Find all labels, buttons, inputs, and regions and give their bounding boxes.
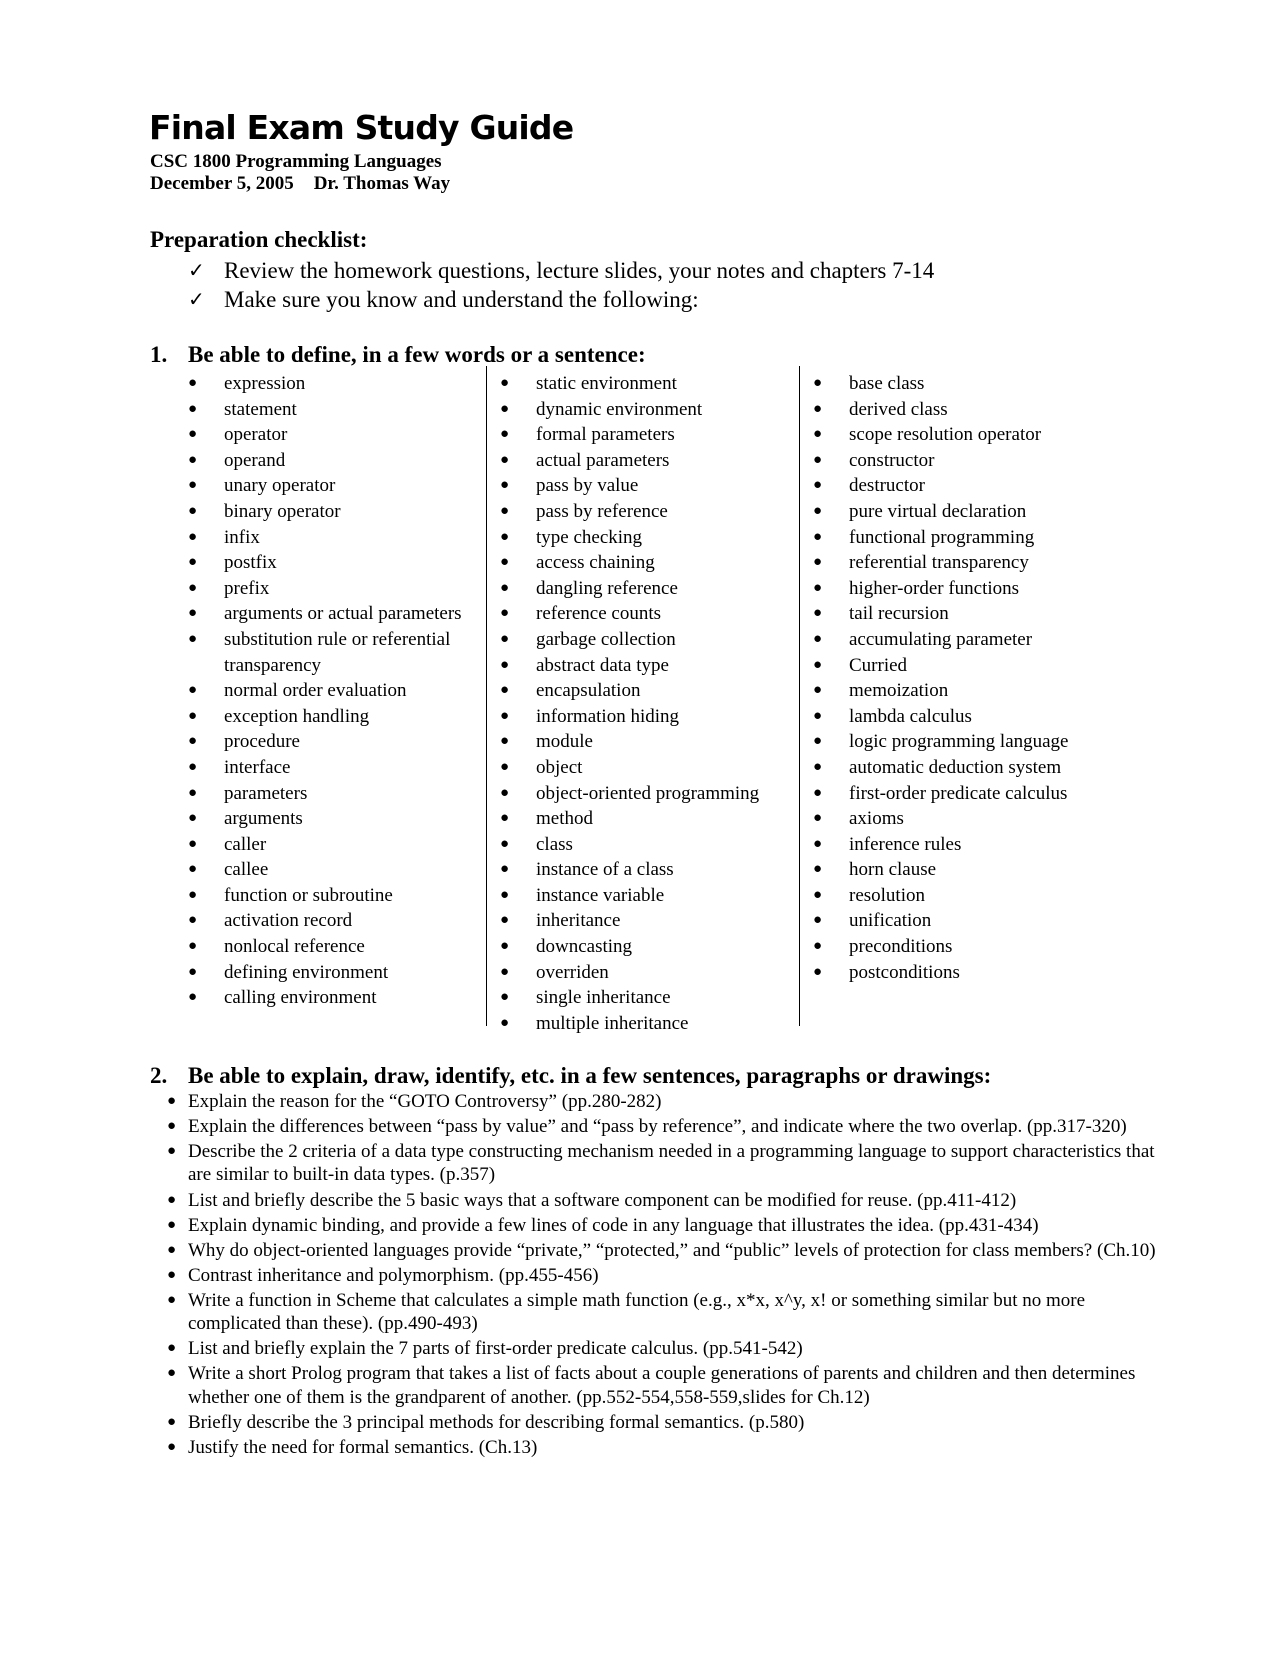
term-item <box>492 448 792 474</box>
document-date: December 5, 2005 <box>150 173 294 194</box>
bullet-icon: ● <box>188 707 198 724</box>
term-text: single inheritance <box>536 987 671 1009</box>
bullet-icon: ● <box>500 733 510 750</box>
term-text: pass by reference <box>536 500 668 522</box>
term-text: object-oriented programming <box>536 782 760 804</box>
terms-column-1 <box>180 371 480 1011</box>
term-item <box>180 857 480 883</box>
checklist-item <box>188 256 934 285</box>
explain-item-text: Contrast inheritance and polymorphism. (pp.455-456) <box>188 1264 599 1286</box>
explain-item <box>167 1115 1167 1138</box>
bullet-icon: ● <box>167 1413 177 1430</box>
bullet-icon: ● <box>167 1143 177 1160</box>
term-item <box>492 473 792 499</box>
term-text: instance variable <box>536 884 665 906</box>
term-item <box>805 627 1105 653</box>
term-item <box>180 627 480 678</box>
bullet-icon: ● <box>188 528 198 545</box>
explain-item <box>167 1140 1167 1187</box>
bullet-icon: ● <box>188 451 198 468</box>
section-title: Be able to define, in a few words or a sentence: <box>188 342 646 367</box>
explain-item-text: Explain the differences between “pass by value” and “pass by reference”, and indicate where the two overlap. (pp.317-320) <box>188 1116 1127 1138</box>
bullet-icon: ● <box>500 861 510 878</box>
term-text: pure virtual declaration <box>849 500 1027 522</box>
bullet-icon: ● <box>188 912 198 929</box>
bullet-icon: ● <box>813 886 823 903</box>
term-text: unification <box>849 910 932 932</box>
bullet-icon: ● <box>813 528 823 545</box>
section-number: 1. <box>150 342 168 367</box>
term-text: object <box>536 756 583 778</box>
term-text: substitution rule or referential transparency <box>224 628 451 676</box>
term-item <box>805 883 1105 909</box>
term-item <box>492 704 792 730</box>
bullet-icon: ● <box>813 656 823 673</box>
term-text: callee <box>224 859 269 881</box>
bullet-icon: ● <box>188 758 198 775</box>
explain-item-text: List and briefly explain the 7 parts of first-order predicate calculus. (pp.541-542) <box>188 1338 803 1360</box>
term-text: automatic deduction system <box>849 756 1062 778</box>
term-item <box>492 908 792 934</box>
term-item <box>492 1011 792 1037</box>
term-text: inference rules <box>849 833 962 855</box>
term-text: information hiding <box>536 705 680 727</box>
bullet-icon: ● <box>188 605 198 622</box>
term-text: operator <box>224 424 288 446</box>
bullet-icon: ● <box>500 963 510 980</box>
term-text: dangling reference <box>536 577 678 599</box>
bullet-icon: ● <box>500 400 510 417</box>
term-text: preconditions <box>849 936 953 958</box>
explain-item-text: Write a short Prolog program that takes a list of facts about a couple generations of parents and children and then determines whether one of them is the grandparent of another. (pp.552-554,558-559,slides for Ch.12) <box>188 1363 1136 1408</box>
term-item <box>492 985 792 1011</box>
term-item <box>805 832 1105 858</box>
explain-item <box>167 1436 1167 1459</box>
bullet-icon: ● <box>813 375 823 391</box>
term-item <box>492 653 792 679</box>
term-item <box>180 678 480 704</box>
term-item <box>492 832 792 858</box>
term-item <box>180 806 480 832</box>
term-text: garbage collection <box>536 628 676 650</box>
term-text: accumulating parameter <box>849 628 1033 650</box>
section-2-heading <box>150 1062 991 1090</box>
bullet-icon: ● <box>188 963 198 980</box>
bullet-icon: ● <box>500 579 510 596</box>
term-item <box>492 627 792 653</box>
bullet-icon: ● <box>188 400 198 417</box>
term-text: arguments <box>224 808 303 830</box>
term-text: type checking <box>536 526 643 548</box>
term-text: formal parameters <box>536 424 675 446</box>
term-item <box>180 473 480 499</box>
term-item <box>492 857 792 883</box>
term-item <box>805 653 1105 679</box>
term-text: exception handling <box>224 705 370 727</box>
bullet-icon: ● <box>813 502 823 519</box>
term-text: defining environment <box>224 961 389 983</box>
bullet-icon: ● <box>167 1365 177 1382</box>
bullet-icon: ● <box>167 1340 177 1357</box>
term-item <box>805 755 1105 781</box>
bullet-icon: ● <box>500 1014 510 1031</box>
bullet-icon: ● <box>813 477 823 494</box>
bullet-icon: ● <box>188 784 198 801</box>
term-item <box>180 371 480 397</box>
explain-item <box>167 1337 1167 1360</box>
term-item <box>180 576 480 602</box>
term-text: axioms <box>849 808 904 830</box>
bullet-icon: ● <box>167 1216 177 1233</box>
checklist-item-text: Make sure you know and understand the following: <box>224 287 699 312</box>
page-title: Final Exam Study Guide <box>149 108 574 147</box>
term-text: abstract data type <box>536 654 669 676</box>
term-item <box>180 525 480 551</box>
section-number: 2. <box>150 1063 168 1088</box>
term-item <box>180 832 480 858</box>
term-item <box>180 781 480 807</box>
term-item <box>180 729 480 755</box>
explain-item <box>167 1289 1167 1336</box>
bullet-icon: ● <box>500 605 510 622</box>
bullet-icon: ● <box>167 1093 177 1109</box>
term-item <box>805 704 1105 730</box>
bullet-icon: ● <box>500 938 510 955</box>
bullet-icon: ● <box>500 554 510 571</box>
preparation-checklist <box>188 256 934 314</box>
term-item <box>805 448 1105 474</box>
bullet-icon: ● <box>167 1438 177 1455</box>
term-item <box>492 550 792 576</box>
bullet-icon: ● <box>188 375 198 391</box>
term-text: caller <box>224 833 267 855</box>
term-item <box>805 781 1105 807</box>
term-item <box>805 525 1105 551</box>
term-text: class <box>536 833 573 855</box>
explain-item <box>167 1362 1167 1409</box>
term-text: overriden <box>536 961 609 983</box>
terms-column-2 <box>492 371 792 1036</box>
term-item <box>492 883 792 909</box>
checklist-item <box>188 285 934 314</box>
bullet-icon: ● <box>188 938 198 955</box>
bullet-icon: ● <box>500 886 510 903</box>
term-text: calling environment <box>224 987 377 1009</box>
bullet-icon: ● <box>167 1291 177 1308</box>
term-item <box>805 499 1105 525</box>
term-item <box>492 678 792 704</box>
term-text: constructor <box>849 449 935 471</box>
term-item <box>492 525 792 551</box>
term-text: dynamic environment <box>536 398 703 420</box>
term-item <box>492 729 792 755</box>
term-text: statement <box>224 398 297 420</box>
term-text: prefix <box>224 577 270 599</box>
section-title: Be able to explain, draw, identify, etc. in a few sentences, paragraphs or drawings: <box>188 1063 992 1088</box>
explain-item-text: Write a function in Scheme that calculates a simple math function (e.g., x*x, x^y, x! or something similar but no more complicated than these). (pp.490-493) <box>188 1289 1086 1335</box>
bullet-icon: ● <box>813 579 823 596</box>
term-text: procedure <box>224 731 300 753</box>
term-text: first-order predicate calculus <box>849 782 1068 804</box>
term-text: Curried <box>849 654 908 676</box>
term-item <box>805 601 1105 627</box>
bullet-icon: ● <box>813 733 823 750</box>
explain-item-text: List and briefly describe the 5 basic ways that a software component can be modified for reuse. (pp.411-412) <box>188 1189 1017 1211</box>
explain-item <box>167 1411 1167 1434</box>
term-item <box>180 448 480 474</box>
explain-item-text: Briefly describe the 3 principal methods for describing formal semantics. (p.580) <box>188 1411 805 1433</box>
term-item <box>180 883 480 909</box>
term-item <box>805 576 1105 602</box>
bullet-icon: ● <box>813 835 823 852</box>
bullet-icon: ● <box>188 886 198 903</box>
explain-item-text: Explain dynamic binding, and provide a few lines of code in any language that illustrates the idea. (pp.431-434) <box>188 1214 1039 1236</box>
term-item <box>805 857 1105 883</box>
term-item <box>805 806 1105 832</box>
explain-item <box>167 1090 1167 1113</box>
term-item <box>492 781 792 807</box>
term-text: unary operator <box>224 475 336 497</box>
bullet-icon: ● <box>813 861 823 878</box>
bullet-icon: ● <box>167 1191 177 1208</box>
explain-item-text: Why do object-oriented languages provide “private,” “protected,” and “public” levels of protection for class members? (Ch.10) <box>188 1239 1156 1261</box>
bullet-icon: ● <box>188 835 198 852</box>
term-item <box>805 960 1105 986</box>
term-text: operand <box>224 449 286 471</box>
term-item <box>805 934 1105 960</box>
explain-item-text: Explain the reason for the “GOTO Controversy” (pp.280-282) <box>188 1091 662 1112</box>
bullet-icon: ● <box>188 733 198 750</box>
term-item <box>180 550 480 576</box>
term-item <box>805 397 1105 423</box>
bullet-icon: ● <box>813 426 823 443</box>
bullet-icon: ● <box>500 451 510 468</box>
bullet-icon: ● <box>500 426 510 443</box>
bullet-icon: ● <box>500 835 510 852</box>
term-text: binary operator <box>224 500 341 522</box>
term-text: inheritance <box>536 910 621 932</box>
term-text: pass by value <box>536 475 639 497</box>
bullet-icon: ● <box>500 656 510 673</box>
term-text: actual parameters <box>536 449 670 471</box>
bullet-icon: ● <box>188 861 198 878</box>
term-text: interface <box>224 756 291 778</box>
checkmark-icon: ✓ <box>188 258 205 282</box>
terms-column-3 <box>805 371 1105 985</box>
checkmark-icon: ✓ <box>188 287 205 311</box>
term-text: expression <box>224 373 306 394</box>
checklist-item-text: Review the homework questions, lecture slides, your notes and chapters 7-14 <box>224 258 935 283</box>
bullet-icon: ● <box>188 682 198 699</box>
bullet-icon: ● <box>500 375 510 391</box>
term-item <box>805 371 1105 397</box>
term-text: encapsulation <box>536 680 641 702</box>
term-item <box>805 422 1105 448</box>
term-text: module <box>536 731 593 753</box>
preparation-heading: Preparation checklist: <box>150 227 368 252</box>
bullet-icon: ● <box>188 810 198 827</box>
term-item <box>492 397 792 423</box>
term-item <box>492 755 792 781</box>
term-text: postfix <box>224 552 277 574</box>
bullet-icon: ● <box>813 400 823 417</box>
term-item <box>805 908 1105 934</box>
term-text: reference counts <box>536 603 662 625</box>
term-item <box>492 422 792 448</box>
term-text: base class <box>849 373 925 394</box>
bullet-icon: ● <box>813 938 823 955</box>
term-item <box>492 806 792 832</box>
term-text: activation record <box>224 910 353 932</box>
explain-item <box>167 1189 1167 1212</box>
column-divider <box>799 366 800 1026</box>
bullet-icon: ● <box>813 963 823 980</box>
bullet-icon: ● <box>188 426 198 443</box>
term-item <box>180 601 480 627</box>
document-date-line <box>150 172 450 196</box>
term-text: higher-order functions <box>849 577 1020 599</box>
bullet-icon: ● <box>813 451 823 468</box>
term-text: multiple inheritance <box>536 1012 689 1034</box>
term-item <box>180 908 480 934</box>
instructor-name: Dr. Thomas Way <box>313 173 451 194</box>
term-text: logic programming language <box>849 731 1069 753</box>
term-item <box>805 550 1105 576</box>
bullet-icon: ● <box>813 554 823 571</box>
term-item <box>492 934 792 960</box>
term-text: resolution <box>849 884 925 906</box>
explain-item <box>167 1264 1167 1287</box>
bullet-icon: ● <box>188 579 198 596</box>
column-divider <box>486 366 487 1026</box>
bullet-icon: ● <box>188 502 198 519</box>
bullet-icon: ● <box>167 1241 177 1258</box>
term-text: arguments or actual parameters <box>224 603 462 625</box>
term-text: normal order evaluation <box>224 680 407 702</box>
course-name: CSC 1800 Programming Languages <box>150 151 442 172</box>
term-text: parameters <box>224 782 308 804</box>
term-item <box>492 371 792 397</box>
bullet-icon: ● <box>813 630 823 647</box>
term-item <box>180 397 480 423</box>
bullet-icon: ● <box>813 605 823 622</box>
term-item <box>492 601 792 627</box>
bullet-icon: ● <box>813 912 823 929</box>
term-item <box>180 960 480 986</box>
bullet-icon: ● <box>500 682 510 699</box>
bullet-icon: ● <box>188 989 198 1006</box>
explain-item-text: Justify the need for formal semantics. (Ch.13) <box>188 1436 538 1458</box>
term-item <box>180 934 480 960</box>
bullet-icon: ● <box>500 528 510 545</box>
term-item <box>180 755 480 781</box>
term-item <box>180 704 480 730</box>
bullet-icon: ● <box>500 477 510 494</box>
term-text: memoization <box>849 680 949 702</box>
bullet-icon: ● <box>167 1118 177 1135</box>
term-item <box>805 729 1105 755</box>
bullet-icon: ● <box>500 810 510 827</box>
term-text: referential transparency <box>849 552 1029 574</box>
bullet-icon: ● <box>813 682 823 699</box>
term-text: tail recursion <box>849 603 949 625</box>
term-text: static environment <box>536 373 677 394</box>
term-item <box>805 473 1105 499</box>
term-text: postconditions <box>849 961 960 983</box>
bullet-icon: ● <box>188 630 198 647</box>
bullet-icon: ● <box>500 758 510 775</box>
term-text: lambda calculus <box>849 705 972 727</box>
bullet-icon: ● <box>167 1266 177 1283</box>
bullet-icon: ● <box>813 707 823 724</box>
term-text: method <box>536 808 593 830</box>
term-text: downcasting <box>536 936 633 958</box>
term-item <box>180 985 480 1011</box>
bullet-icon: ● <box>500 707 510 724</box>
term-text: functional programming <box>849 526 1035 548</box>
bullet-icon: ● <box>188 477 198 494</box>
term-item <box>492 576 792 602</box>
bullet-icon: ● <box>500 502 510 519</box>
term-text: access chaining <box>536 552 655 574</box>
term-text: derived class <box>849 398 948 420</box>
bullet-icon: ● <box>500 912 510 929</box>
term-text: destructor <box>849 475 925 497</box>
term-item <box>492 960 792 986</box>
bullet-icon: ● <box>813 758 823 775</box>
bullet-icon: ● <box>188 554 198 571</box>
explain-item <box>167 1214 1167 1237</box>
term-item <box>180 499 480 525</box>
explain-item <box>167 1239 1167 1262</box>
bullet-icon: ● <box>500 989 510 1006</box>
explain-item-text: Describe the 2 criteria of a data type constructing mechanism needed in a programming language to support characteristics that are similar to built-in data types. (p.357) <box>188 1141 1155 1186</box>
term-text: nonlocal reference <box>224 936 365 958</box>
bullet-icon: ● <box>813 810 823 827</box>
term-text: infix <box>224 526 260 548</box>
term-item <box>805 678 1105 704</box>
term-item <box>492 499 792 525</box>
term-text: horn clause <box>849 859 937 881</box>
section-1-heading <box>150 341 646 369</box>
term-item <box>180 422 480 448</box>
term-text: scope resolution operator <box>849 424 1042 446</box>
bullet-icon: ● <box>500 784 510 801</box>
term-text: instance of a class <box>536 859 674 881</box>
explain-list <box>167 1090 1167 1461</box>
document-subtitle <box>150 150 442 174</box>
bullet-icon: ● <box>500 630 510 647</box>
term-text: function or subroutine <box>224 884 393 906</box>
bullet-icon: ● <box>813 784 823 801</box>
